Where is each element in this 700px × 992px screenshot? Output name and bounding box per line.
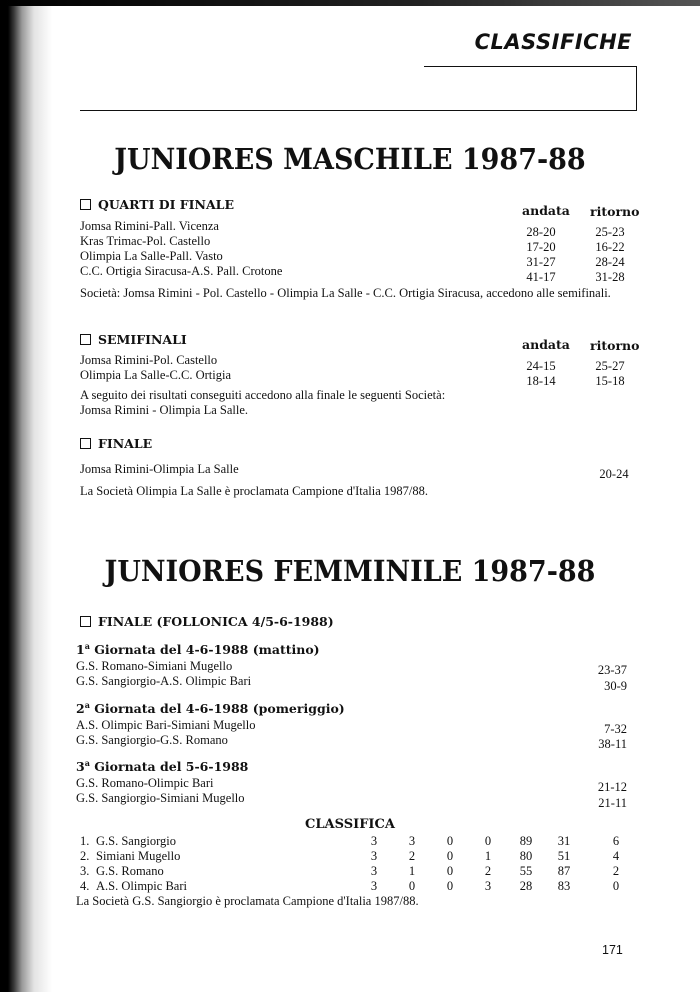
semi-match-row [80, 368, 231, 383]
match-teams: Olimpia La Salle-Pall. Vasto [80, 249, 223, 263]
classifica-cell: 87 [557, 864, 571, 878]
top-edge-shadow [0, 0, 700, 6]
classifica-cell: 51 [557, 849, 571, 863]
classifica-cell: 0 [446, 834, 454, 848]
classifica-cell: 80 [519, 849, 533, 863]
classifica-cell: 0 [446, 879, 454, 893]
classifica-position: 2. [80, 849, 90, 863]
giornata-number: 3 [76, 759, 85, 775]
classifica-position: 3. [80, 864, 90, 878]
giornata-match-teams: G.S. Sangiorgio-A.S. Olimpic Bari [76, 674, 252, 688]
quarti-col-andata: andata [522, 203, 570, 218]
classifica-cell: 1 [484, 849, 492, 863]
giornata-title: Giornata del 4-6-1988 (mattino) [89, 642, 320, 658]
giornata-sup: a [84, 758, 90, 768]
classifica-cell: 2 [612, 864, 620, 878]
classifica-cell: 0 [484, 834, 492, 848]
femminile-finale-heading-label: FINALE (FOLLONICA 4/5-6-1988) [98, 614, 334, 629]
match-andata: 24-15 [526, 359, 556, 373]
match-ritorno: 28-24 [595, 255, 625, 269]
quarti-heading [80, 197, 234, 212]
header-rule-vertical [636, 66, 637, 111]
classifica-cell: 3 [370, 834, 378, 848]
finale-note: La Società Olimpia La Salle è proclamata Campione d'Italia 1987/88. [80, 484, 428, 498]
classifica-team: G.S. Romano [96, 864, 164, 878]
match-teams: Jomsa Rimini-Pall. Vicenza [80, 219, 219, 233]
quarti-heading-label: QUARTI DI FINALE [98, 197, 234, 212]
match-andata: 18-14 [526, 374, 556, 388]
running-header: CLASSIFICHE [474, 30, 632, 54]
classifica-cell: 0 [446, 864, 454, 878]
giornata-match-score: 21-12 [597, 780, 627, 794]
maschile-title: JUNIORES MASCHILE 1987-88 [114, 142, 586, 176]
giornata-match-score: 30-9 [604, 679, 627, 693]
match-andata: 28-20 [526, 225, 556, 239]
match-ritorno: 31-28 [595, 270, 625, 284]
femminile-title: JUNIORES FEMMINILE 1987-88 [104, 554, 596, 588]
classifica-cell: 83 [557, 879, 571, 893]
match-ritorno: 25-27 [595, 359, 625, 373]
femminile-finale-heading [80, 614, 334, 629]
giornata-match-teams: G.S. Sangiorgio-G.S. Romano [76, 733, 228, 747]
giornata-number: 2 [76, 701, 85, 717]
checkbox-icon [80, 438, 91, 449]
classifica-team: G.S. Sangiorgio [96, 834, 176, 848]
giornata-match-score: 7-32 [604, 722, 627, 736]
quarti-note: Società: Jomsa Rimini - Pol. Castello - Olimpia La Salle - C.C. Ortigia Siracusa, accedono alle semifinali. [80, 286, 611, 300]
giornata-number: 1 [76, 642, 85, 658]
classifica-cell: 3 [484, 879, 492, 893]
giornata-sup: a [84, 700, 90, 710]
classifica-cell: 89 [519, 834, 533, 848]
classifica-cell: 3 [370, 864, 378, 878]
giornata-match-teams: A.S. Olimpic Bari-Simiani Mugello [76, 718, 256, 732]
giornata-match-score: 38-11 [598, 737, 627, 751]
giornata-heading [76, 758, 248, 774]
quarti-match-row [80, 234, 210, 249]
finale-match-score: 20-24 [599, 467, 629, 481]
match-ritorno: 15-18 [595, 374, 625, 388]
classifica-team: Simiani Mugello [96, 849, 181, 863]
giornata-match-score: 21-11 [598, 796, 627, 810]
giornata-match-score: 23-37 [597, 663, 627, 677]
giornata-heading [76, 641, 320, 657]
classifica-position: 1. [80, 834, 90, 848]
giornata-title: Giornata del 5-6-1988 [89, 759, 249, 775]
classifica-cell: 28 [519, 879, 533, 893]
match-ritorno: 16-22 [595, 240, 625, 254]
semifinali-heading-label: SEMIFINALI [98, 332, 187, 347]
femminile-note: La Società G.S. Sangiorgio è proclamata Campione d'Italia 1987/88. [76, 894, 419, 908]
classifica-cell: 0 [446, 849, 454, 863]
page-number: 171 [602, 943, 623, 957]
classifica-cell: 31 [557, 834, 571, 848]
semi-col-andata: andata [522, 337, 570, 352]
giornata-title: Giornata del 4-6-1988 (pomeriggio) [89, 701, 345, 717]
match-ritorno: 25-23 [595, 225, 625, 239]
classifica-cell: 2 [408, 849, 416, 863]
header-rule-short [424, 66, 637, 67]
giornata-heading [76, 700, 345, 716]
checkbox-icon [80, 334, 91, 345]
giornata-match-teams: G.S. Sangiorgio-Simiani Mugello [76, 791, 245, 805]
quarti-col-ritorno: ritorno [590, 204, 640, 219]
finale-heading-label: FINALE [98, 436, 153, 451]
quarti-match-row [80, 219, 219, 234]
classifica-cell: 3 [408, 834, 416, 848]
classifica-cell: 3 [370, 879, 378, 893]
header-rule-long [80, 110, 637, 111]
classifica-cell: 3 [370, 849, 378, 863]
match-teams: Jomsa Rimini-Pol. Castello [80, 353, 218, 367]
checkbox-icon [80, 616, 91, 627]
classifica-title: CLASSIFICA [305, 817, 395, 832]
classifica-cell: 0 [612, 879, 620, 893]
classifica-cell: 6 [612, 834, 620, 848]
classifica-cell: 4 [612, 849, 620, 863]
giornata-sup: a [84, 641, 90, 651]
match-teams: C.C. Ortigia Siracusa-A.S. Pall. Crotone [80, 264, 283, 278]
checkbox-icon [80, 199, 91, 210]
classifica-cell: 55 [519, 864, 533, 878]
match-andata: 31-27 [526, 255, 556, 269]
semi-note-2: Jomsa Rimini - Olimpia La Salle. [80, 403, 249, 417]
semi-note-1: A seguito dei risultati conseguiti accedono alla finale le seguenti Società: [80, 388, 446, 402]
semi-col-ritorno: ritorno [590, 338, 640, 353]
classifica-cell: 0 [408, 879, 416, 893]
giornata-match-teams: G.S. Romano-Simiani Mugello [76, 659, 233, 673]
classifica-cell: 2 [484, 864, 492, 878]
classifica-position: 4. [80, 879, 90, 893]
match-andata: 41-17 [526, 270, 556, 284]
semifinali-heading [80, 332, 187, 347]
giornata-match-teams: G.S. Romano-Olimpic Bari [76, 776, 214, 790]
finale-match-teams: Jomsa Rimini-Olimpia La Salle [80, 462, 239, 476]
semi-match-row [80, 353, 217, 368]
match-teams: Olimpia La Salle-C.C. Ortigia [80, 368, 232, 382]
quarti-match-row [80, 264, 282, 279]
match-teams: Kras Trimac-Pol. Castello [80, 234, 211, 248]
quarti-match-row [80, 249, 223, 264]
finale-heading [80, 436, 152, 451]
match-andata: 17-20 [526, 240, 556, 254]
classifica-cell: 1 [408, 864, 416, 878]
classifica-team: A.S. Olimpic Bari [96, 879, 187, 893]
